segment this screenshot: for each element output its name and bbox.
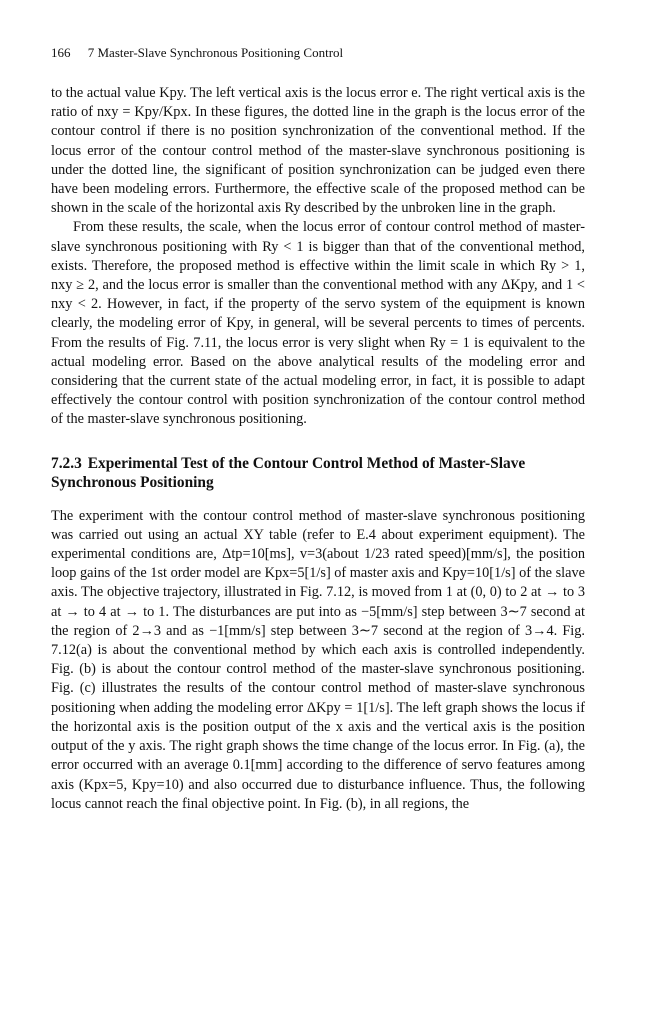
section-number: 7.2.3	[51, 454, 82, 472]
section-title: Experimental Test of the Contour Control Method of Master-Slave Synchronous Positioning	[51, 454, 526, 492]
body-paragraph: From these results, the scale, when the locus error of contour control method of master-slave synchronous positioning with Ry < 1 is bigger than that of the conventional method, exists. Therefore, the proposed method is effective within the limit scale in which Ry > 1, nxy ≥ 2, and the locus error is smaller than the conventional method with any ΔKpy, and 1 < nxy < 2. However, in fact, if the property of the servo system of the equipment is known clearly, the modeling error of Kpy, in general, will be several percents to times of percents. From the results of Fig. 7.11, the locus error is very slight when Ry = 1 is equivalent to the actual modeling error. Based on the above analytical results of the modeling error and considering that the current state of the actual modeling error, in fact, it is possible to adapt effectively the contour control with position synchronization of the contour control method of the master-slave synchronous positioning.	[51, 219, 585, 428]
body-paragraph: to the actual value Kpy. The left vertical axis is the locus error e. The right vertical axis is the ratio of nxy = Kpy/Kpx. In these figures, the dotted line in the graph is the locus error of the contour control if there is no position synchronization of the conventional method. If the locus error of the contour control method of the master-slave synchronous positioning is under the dotted line, the significant of position synchronization can be judged even there have been modeling errors. Furthermore, the effective scale of the proposed method can be shown in the scale of the horizontal axis Ry described by the unbroken line in the graph.	[51, 85, 585, 217]
page-number: 166	[51, 45, 71, 60]
running-head	[51, 44, 585, 62]
body-paragraph: The experiment with the contour control method of master-slave synchronous positioning was carried out using an actual XY table (refer to E.4 about experiment equipment). The experimental conditions are, Δtp=10[ms], v=3(about 1/23 rated speed)[mm/s], the position loop gains of the 1st order model are Kpx=5[1/s] of master axis and Kpy=10[1/s] of the slave axis. The objective trajectory, illustrated in Fig. 7.12, is moved from 1 at (0, 0) to 2 at → to 3 at → to 4 at → to 1. The disturbances are put into as −5[mm/s] step between 3∼7 second at the region of 2→3 and as −1[mm/s] step between 3∼7 second at the region of 3→4. Fig. 7.12(a) is about the conventional method by which each axis is controlled independently. Fig. (b) is about the contour control method of the master-slave synchronous positioning. Fig. (c) illustrates the results of the contour control method of master-slave synchronous positioning when adding the modeling error ΔKpy = 1[1/s]. The left graph shows the locus if the horizontal axis is the position output of the x axis and the vertical axis is the position output of the y axis. The right graph shows the time change of the locus error. In Fig. (a), the error occurred with an average 0.1[mm] according to the difference of servo features among axis (Kpx=5, Kpy=10) and also occurred due to disturbance influence. Thus, the following locus cannot reach the final objective point. In Fig. (b), in all regions, the	[51, 507, 585, 812]
section-heading	[51, 454, 585, 493]
chapter-title: 7 Master-Slave Synchronous Positioning Control	[87, 45, 344, 60]
book-page	[51, 44, 585, 814]
